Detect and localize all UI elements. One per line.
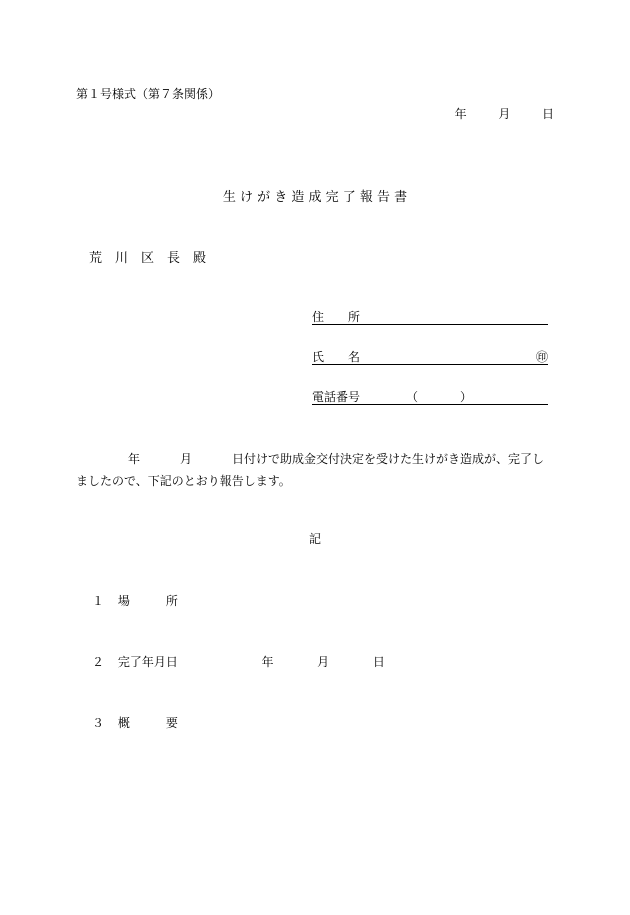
date-day-label: 日 (541, 107, 554, 121)
submission-date (455, 105, 554, 122)
phone-paren-close: ） (460, 390, 473, 404)
item-overview (92, 714, 178, 731)
addressee: 荒 川 区 長 殿 (89, 251, 207, 266)
item-label: 完了年月日 (117, 655, 178, 669)
address-field[interactable] (312, 308, 548, 325)
body-month-label: 月 (180, 452, 193, 466)
completion-day-label: 日 (372, 655, 385, 669)
address-label: 住 所 (312, 310, 361, 324)
body-line-1 (76, 448, 558, 470)
body-text-rest: 日付けで助成金交付決定を受けた生けがき造成が、完了し (232, 452, 545, 466)
item-number: ２ (92, 655, 105, 669)
item-number: １ (92, 594, 105, 608)
document-title: 生 け が き 造 成 完 了 報 告 書 (222, 190, 408, 205)
seal-icon: ㊞ (535, 350, 548, 364)
body-line-2: ましたので、下記のとおり報告します。 (76, 474, 291, 488)
item-number: ３ (92, 716, 105, 730)
name-field[interactable] (312, 348, 548, 365)
phone-field[interactable] (312, 388, 548, 405)
phone-paren-open: （ (406, 390, 419, 404)
item-location (92, 592, 178, 609)
form-number: 第１号様式（第７条関係） (76, 87, 221, 101)
item-label: 概 要 (117, 716, 178, 730)
phone-label: 電話番号 (312, 390, 361, 404)
completion-month-label: 月 (317, 655, 330, 669)
item-completion-date (92, 653, 385, 670)
item-label: 場 所 (117, 594, 178, 608)
ki-heading: 記 (308, 532, 321, 546)
report-body (76, 448, 558, 492)
date-month-label: 月 (498, 107, 511, 121)
body-year-label: 年 (128, 452, 141, 466)
date-year-label: 年 (454, 107, 467, 121)
name-label: 氏 名 (312, 350, 361, 364)
completion-year-label: 年 (261, 655, 274, 669)
